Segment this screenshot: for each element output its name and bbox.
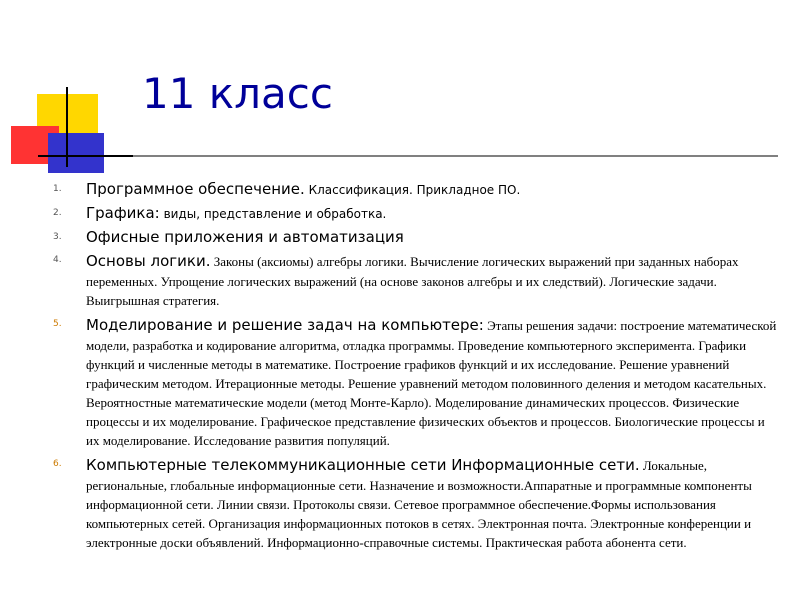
item-heading: Основы логики. [86, 252, 211, 270]
item-number: 3. [53, 232, 62, 242]
decor-blue-square [48, 133, 104, 173]
list-item-6 [0, 455, 780, 551]
item-number: 1. [53, 184, 62, 194]
decor-horizontal-accent [38, 155, 133, 157]
item-subtitle: Классификация. Прикладное ПО. [304, 183, 521, 197]
list-item-3 [0, 228, 780, 247]
item-heading: Офисные приложения и автоматизация [86, 228, 404, 246]
title-underline [38, 155, 778, 157]
list-item-5 [0, 315, 780, 449]
item-heading: Моделирование и решение задач на компьютере: [86, 316, 484, 334]
item-body: Законы (аксиомы) алгебры логики. Вычисление логических выражений при заданных наборах переменных. Упрощение логических выражений (на основе законов алгебры и их следствий). Логические задачи. Выигрышная стратегия. [86, 254, 739, 308]
list-item-4 [0, 251, 780, 309]
item-number: 2. [53, 208, 62, 218]
topic-list [0, 180, 780, 555]
item-number: 6. [53, 459, 62, 469]
slide-title: 11 класс [142, 69, 333, 118]
list-item-2 [0, 204, 780, 224]
list-item-1 [0, 180, 780, 200]
item-number: 5. [53, 319, 62, 329]
item-number: 4. [53, 255, 62, 265]
item-subtitle: виды, представление и обработка. [159, 207, 387, 221]
item-heading: Компьютерные телекоммуникационные сети Информационные сети. [86, 456, 640, 474]
item-body: Локальные, региональные, глобальные информационные сети. Назначение и возможности.Аппаратные и программные компоненты информационной сети. Линии связи. Протоколы связи. Сетевое программное обеспечение.Формы использования компьютерных сетей. Организация информационных потоков в сетях. Электронная почта. Электронные конференции и электронные доски объявлений. Информационно-справочные системы. Практическая работа абонента сети. [86, 458, 752, 550]
item-heading: Графика: [86, 204, 160, 222]
item-body: Этапы решения задачи: построение математической модели, разработка и кодирование алгоритма, отладка программы. Проведение компьютерного эксперимента. Графики функций и численные методы в математике. Построение графиков функций и их исследование. Решение уравнений графическим методом. Итерационные методы. Решение уравнений методом половинного деления и методом касательных. Вероятностные математические модели (метод Монте-Карло). Моделирование динамических процессов. Физические процессы и их моделирование. Графическое представление физических объектов и процессов. Биологические процессы и их моделирование. Исследование развития популяций. [86, 318, 777, 448]
item-heading: Программное обеспечение. [86, 180, 305, 198]
